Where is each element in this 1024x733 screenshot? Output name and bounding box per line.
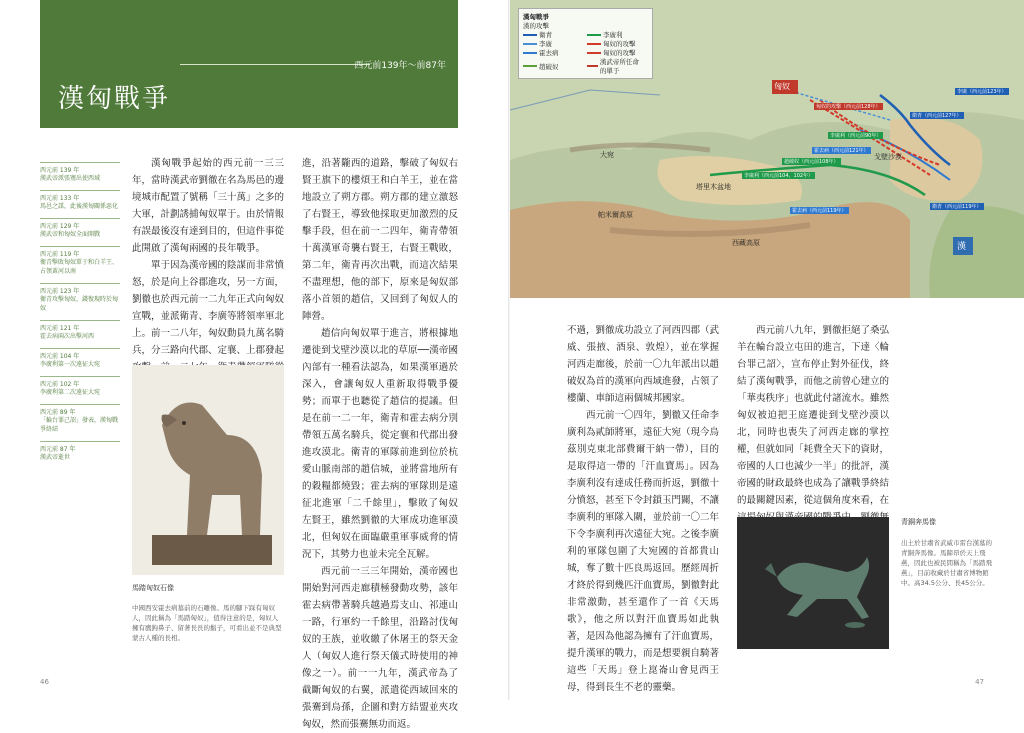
timeline-year: 西元前 121 年 bbox=[40, 325, 80, 332]
body-column-3 bbox=[567, 322, 720, 693]
map-label-tibet: 西藏高原 bbox=[732, 239, 760, 247]
map-label-gobi: 戈壁沙漠 bbox=[874, 153, 902, 161]
stone-horse-photo bbox=[132, 365, 284, 575]
flying-horse-photo bbox=[737, 517, 889, 649]
legend-row bbox=[523, 39, 648, 48]
timeline-year: 西元前 129 年 bbox=[40, 223, 80, 230]
paragraph: 單于因為漢帝國的陰謀而非常憤怒，於是向上谷郡進攻，另一方面，劉徹也於西元前一二九年正式向匈奴宣戰，並派衛青、李廣等將領率軍北上。前一二八年，匈奴動員九萬名騎兵，分三路向代郡、定襄、上郡發起 bbox=[132, 260, 285, 356]
legend-swatch bbox=[587, 65, 598, 67]
photo-caption: 中國西安霍去病墓前的石雕像。馬的腳下踩有匈奴人，因此稱為「馬踏匈奴」，值得注意的是，匈奴人擁有鷹鉤鼻子、留著長長的鬍子，可看出並不是典型蒙古人種的長相。 bbox=[132, 604, 282, 642]
timeline-text: 馬邑之謀，此後漢匈關係惡化 bbox=[40, 203, 119, 210]
page-number-left: 46 bbox=[40, 678, 49, 686]
legend-item bbox=[587, 57, 645, 75]
map-tag: 李廣（西元前123年） bbox=[957, 89, 1007, 95]
right-page bbox=[510, 0, 1024, 700]
legend-item bbox=[523, 48, 581, 57]
map-label-dawan: 大宛 bbox=[600, 151, 614, 159]
paragraph: 西元前一〇四年，劉徹又任命李廣利為貳師將軍，遠征大宛（現今烏茲別克東北部費爾干納一帶），目的是取得這一帶的「汗血寶馬」。因為李廣利沒有達成任務而折返，劉徹十分憤怒，甚至下令封鎖玉門關，不讓李廣利的軍隊入關，並於前一〇二年下令李廣利再次遠征大宛。之後李廣利的軍隊包圍了大宛國的首都貴山城，奪了數十匹良馬返回。歷經周折才終於得到幾匹汗血寶馬，劉徹對此非常激動，甚至還作了一首《天馬歌》，他之所以對汗血寶馬如此執著，是因為他認為擁有了汗血寶馬，提升漢軍的戰力，而是想要親自騎著這些「天馬」登上崑崙山會見西王母，得到長生不老的靈藥。 bbox=[567, 410, 720, 693]
paragraph: 趙信向匈奴單于進言，將根據地遷徙到戈壁沙漠以北的草原──漢帝國內部有一種看法認為，如果漢軍過於深入，會讓匈奴人重新取得戰爭優勢；而單于也聽從了趙信的提議。但是在前一二一年，衛青和霍去病分別帶領五萬名騎兵，從定襄和代郡出發進攻漠北。衛青的軍隊前進到位於杭愛山脈南部的趙信城，並將當地所有的穀糧都燒毀；霍去病的軍隊則是遠征北進軍「二千餘里」，擊敗了匈奴左賢王，雖然劉徹的大軍成功進軍漠北，但匈奴在面臨嚴重軍事威脅的情況下，其勢力也並未完全瓦解。 bbox=[302, 328, 458, 560]
timeline-year: 西元前 139 年 bbox=[40, 167, 80, 174]
bronze-caption: 出土於甘肅省武威市雷台漢墓的青銅奔馬像。馬蹄昂於天上飛燕，因此也被民間稱為「馬踏飛燕」，目前收藏於甘肅省博物館中。高34.5公分、長45公分。 bbox=[901, 539, 992, 587]
stone-horse-illustration bbox=[132, 365, 284, 575]
legend-swatch bbox=[523, 52, 537, 54]
map-tag: 匈奴的攻擊（西元前128年） bbox=[816, 104, 881, 110]
map-label-xiongnu: 匈奴 bbox=[774, 82, 790, 91]
body-column-4 bbox=[737, 322, 889, 507]
legend-item bbox=[587, 39, 645, 48]
timeline-item bbox=[40, 320, 120, 345]
page-number-right: 47 bbox=[975, 678, 984, 686]
legend-label: 匈奴的攻擊 bbox=[603, 40, 636, 48]
legend-item bbox=[523, 39, 581, 48]
timeline-item bbox=[40, 441, 120, 466]
timeline-text: 漢武帝和匈奴全面開戰 bbox=[40, 231, 101, 238]
legend-label: 李廣利 bbox=[603, 31, 623, 39]
map-label-pamir: 帕米爾高原 bbox=[598, 211, 633, 219]
map-label-han: 漢 bbox=[957, 242, 967, 252]
timeline-item bbox=[40, 348, 120, 373]
body-column-2 bbox=[302, 155, 458, 730]
campaign-map bbox=[510, 0, 1024, 298]
map-tag: 衛青（西元前119年） bbox=[932, 204, 982, 210]
legend-swatch bbox=[587, 34, 601, 36]
legend-swatch bbox=[523, 43, 537, 45]
paragraph: 漢匈戰爭起始的西元前一三三年，當時漢武帝劉徹在名為馬邑的邊境城市配置了號稱「三十萬」之多的大軍，計劃誘捕匈奴單于。由於情報有誤最後沒有達到目的，但這件事從此開啟了漢匈兩國的長年戰爭。 bbox=[132, 158, 285, 254]
bronze-caption-title: 青銅奔馬像 bbox=[901, 518, 936, 526]
timeline-text: 李廣利第二次遠征大宛 bbox=[40, 389, 101, 396]
timeline-item bbox=[40, 283, 120, 317]
timeline-year: 西元前 87 年 bbox=[40, 446, 76, 453]
timeline-item bbox=[40, 190, 120, 215]
legend-row bbox=[523, 48, 648, 57]
paragraph: 不過，劉徹成功設立了河西四郡（武威、張掖、酒泉、敦煌），並在掌握河西走廊後，於前一〇九年派出以趙破奴為首的漢軍向西域進發，占領了樓蘭、車師這兩個城邦國家。 bbox=[567, 325, 720, 404]
legend-item bbox=[523, 30, 581, 39]
chapter-title-banner bbox=[40, 0, 458, 128]
timeline-text: 「輪台罪己詔」發表，漢匈戰爭終結 bbox=[40, 417, 119, 433]
map-legend bbox=[518, 8, 653, 79]
legend-label: 漢武帝所任命的單于 bbox=[599, 58, 639, 75]
legend-swatch bbox=[587, 52, 601, 54]
timeline-year: 西元前 102 年 bbox=[40, 381, 80, 388]
title-divider bbox=[180, 64, 370, 65]
bronze-horse-illustration bbox=[737, 517, 889, 649]
paragraph: 進，沿著隴西的道路，擊破了匈奴右賢王旗下的樓煩王和白羊王，並在當地設立了朔方郡。朔方郡的建立激怒了右賢王，導致他採取更加激烈的反擊手段，但在前一二四年，衛青帶領十萬漢軍奇襲右賢王，右賢王戰敗，第二年，衛青再次出戰，而這次結果不盡理想，他的部下，原來是匈奴部落小首領的趙信，又回到了匈奴人的陣營。 bbox=[302, 158, 458, 322]
body-column-1 bbox=[132, 155, 284, 360]
legend-label: 衛青 bbox=[539, 31, 552, 39]
timeline-year: 西元前 104 年 bbox=[40, 353, 80, 360]
date-range: 西元前139年～前87年 bbox=[354, 61, 446, 71]
legend-swatch bbox=[523, 34, 537, 36]
paragraph: 西元前一三三年開始，漢帝國也開始對河西走廊積極發動攻勢，該年霍去病帶著騎兵越過焉支山、祁連山一路，行軍約一千餘里，沿路討伐匈奴的王族，並收繳了休屠王的祭天金人（匈奴人進行祭天儀式時使用的神像之一）。前一一九年，漢武帝為了截斷匈奴的右翼，派遣從西域回來的張騫到烏孫，企圖和對方結盟並夾攻匈奴，然而張騫無功而返。 bbox=[302, 566, 458, 730]
timeline-sidebar bbox=[40, 162, 120, 469]
legend-label: 趙破奴 bbox=[539, 62, 559, 71]
map-tag: 霍去病（西元前119年） bbox=[792, 208, 847, 214]
timeline-year: 西元前 119 年 bbox=[40, 251, 80, 258]
legend-swatch bbox=[587, 43, 601, 45]
map-label-tarim: 塔里木盆地 bbox=[696, 183, 731, 191]
timeline-year: 西元前 133 年 bbox=[40, 195, 80, 202]
timeline-text: 李廣利第一次遠征大宛 bbox=[40, 361, 101, 368]
photo-caption-title: 馬踏匈奴石像 bbox=[132, 584, 174, 592]
timeline-item bbox=[40, 246, 120, 280]
legend-item bbox=[587, 48, 645, 57]
map-tag: 李廣利（西元前90年） bbox=[830, 133, 882, 139]
paragraph: 西元前八九年，劉徹拒絕了桑弘羊在輪台設立屯田的進言，下達〈輪台罪己詔〉，宣布停止對外征伐，終結了漢匈戰爭，而他之前曾心建立的「華夷秩序」也就此付諸流水。雖然匈奴被迫把王庭遷徙到戈壁沙漠以北，同時也喪失了河西走廊的掌控權，但就如同「耗費全天下的資財，帝國的人口也減少一半」的批評，漢帝國的財政最終也成為了讓戰爭終結的最關鍵因素，從這個角度來看，在 bbox=[737, 325, 890, 506]
legend-label: 匈奴的攻擊 bbox=[603, 49, 636, 57]
page-title: 漢匈戰爭 bbox=[58, 84, 171, 114]
legend-row bbox=[523, 30, 648, 39]
legend-row bbox=[523, 57, 648, 75]
timeline-item bbox=[40, 376, 120, 401]
map-tag: 霍去病（西元前121年） bbox=[814, 148, 869, 154]
legend-subtitle: 漢的攻擊 bbox=[523, 22, 549, 30]
legend-title: 漢匈戰爭 bbox=[523, 13, 549, 21]
timeline-text: 漢武帝逝世 bbox=[40, 454, 71, 461]
timeline-item bbox=[40, 218, 120, 243]
legend-item bbox=[587, 30, 645, 39]
map-tag: 趙破奴（西元前108年） bbox=[784, 159, 839, 165]
legend-swatch bbox=[523, 65, 537, 67]
map-tag: 衛青（西元前127年） bbox=[912, 113, 962, 119]
timeline-year: 西元前 123 年 bbox=[40, 288, 80, 295]
timeline-text: 漢武帝派張騫出使西域 bbox=[40, 175, 101, 182]
legend-label: 李廣 bbox=[539, 40, 552, 48]
timeline-year: 西元前 89 年 bbox=[40, 409, 76, 416]
timeline-item bbox=[40, 404, 120, 438]
timeline-text: 衛青攻擊匈奴，錢復現時於匈奴 bbox=[40, 296, 119, 312]
map-tag: 李廣利（西元前104、102年） bbox=[744, 173, 814, 179]
legend-label: 霍去病 bbox=[539, 49, 559, 57]
legend-item bbox=[523, 57, 581, 75]
left-page bbox=[0, 0, 510, 730]
timeline-text: 衛青擊敗匈奴單于和白羊王、占領黃河以南 bbox=[40, 259, 119, 275]
timeline-text: 霍去病兩次出擊河西 bbox=[40, 333, 95, 340]
timeline-item bbox=[40, 162, 120, 187]
